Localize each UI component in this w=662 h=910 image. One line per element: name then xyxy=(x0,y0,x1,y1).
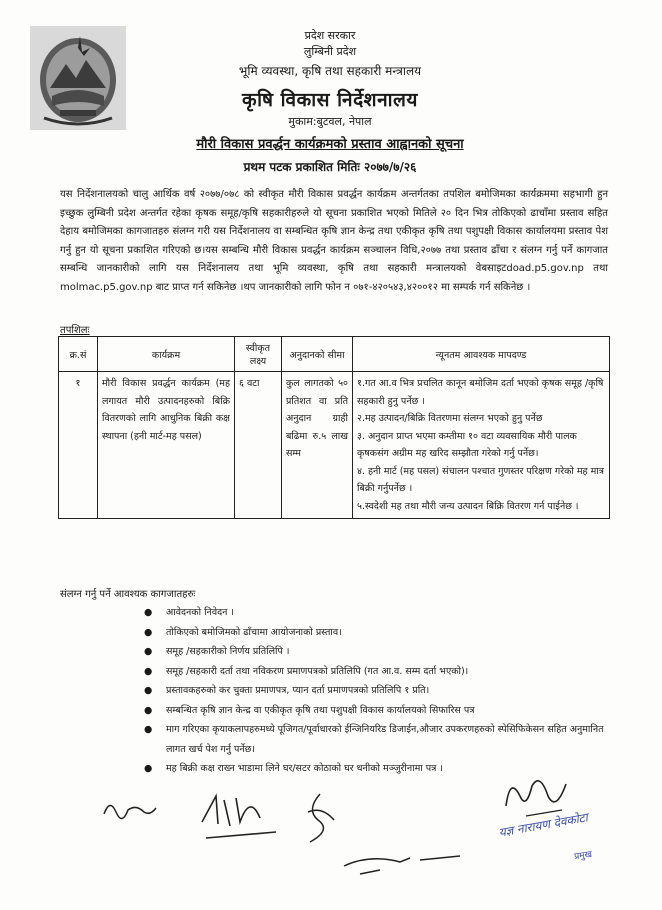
notice-title: मौरी विकास प्रवर्द्धन कार्यक्रमको प्रस्ताव आह्वानको सूचना xyxy=(196,137,464,152)
col-header-criteria: न्यूनतम आवश्यक मापदण्ड xyxy=(353,337,610,372)
signature-1 xyxy=(100,790,160,830)
signature-4 xyxy=(340,840,470,880)
criteria-item: २.मह उत्पादन/बिक्रि वितरणमा संलग्न भएको हुनु पर्नेछ xyxy=(357,413,543,424)
header-location: मुकाम:बुटवल, नेपाल xyxy=(288,115,372,128)
document-item-text: आवेदनको निवेदन । xyxy=(166,607,235,618)
header-office: कृषि विकास निर्देशनालय xyxy=(242,89,418,111)
signature-2 xyxy=(196,782,286,852)
bullet-icon: ● xyxy=(144,724,153,735)
document-item-text: समूह /सहकारीको निर्णय प्रतिलिपि । xyxy=(166,646,290,657)
list-item xyxy=(144,681,614,701)
criteria-item: ३. अनुदान प्राप्त भएमा कम्तीमा १० वटा व्यवसायिक मौरी पालक कृषकसंग अग्रीम मह खरिद सम्झौता गरेको गर्नु पर्नेछ। xyxy=(357,430,577,459)
publish-date: प्रथम पटक प्रकाशित मितिः २०७७/७/२६ xyxy=(243,160,417,174)
criteria-item: १.गत आ.व भित्र प्रचलित कानून बमोजिम दर्ता भएको कृषक समूह /कृषि सहकारी हुनु पर्नेछ । xyxy=(357,378,604,407)
header-ministry: भूमि व्यवस्था, कृषि तथा सहकारी मन्त्रालय xyxy=(238,64,422,78)
bullet-icon: ● xyxy=(144,626,153,638)
bullet-icon: ● xyxy=(144,685,153,696)
stamp-title: प्रमुख xyxy=(573,849,593,863)
bullet-icon: ● xyxy=(144,763,153,774)
list-item xyxy=(144,720,614,759)
document-item-text: मह बिक्री कक्ष राख्न भाडामा लिने घर/सटर कोठाको घर धनीको मञ्जुरीनामा पत्र । xyxy=(166,763,444,774)
criteria-item: ४. हनी मार्ट (मह पसल) संचालन पश्चात गुणस्तर परिक्षण गरेको मह मात्र बिक्री गर्नुपर्नेछ । xyxy=(357,465,604,494)
details-heading: तपशिलः xyxy=(60,325,90,336)
bullet-icon: ● xyxy=(144,704,153,716)
document-item-text: समूह /सहकारी दर्ता तथा नविकरण प्रमाणपत्रको प्रतिलिपि (गत आ.व. सम्म दर्ता भएको)। xyxy=(166,665,469,677)
documents-list xyxy=(144,603,614,779)
list-item xyxy=(144,603,614,623)
list-item xyxy=(144,623,614,643)
list-item xyxy=(144,642,614,662)
table-row xyxy=(59,372,610,519)
program-table xyxy=(58,336,610,519)
list-item xyxy=(144,701,614,721)
header-province: लुम्बिनी प्रदेश xyxy=(303,45,357,58)
document-item-text: प्रस्तावकहरुको कर चुक्ता प्रमाणपत्र, प्यान दर्ता प्रमाणपत्रको प्रतिलिपि १ प्रति। xyxy=(166,685,430,696)
document-item-text: सम्बन्धित कृषि ज्ञान केन्द्र वा एकीकृत कृषि तथा पशुपक्षी विकास कार्यालयको सिफारिस पत्र xyxy=(166,704,475,716)
notice-body-paragraph: यस निर्देशनालयको चालु आर्थिक वर्ष २०७७/०७८ को स्वीकृत मौरी विकास प्रवर्द्धन कार्यक्रम अन्तर्गतका तपशिल बमोजिमका कार्यक्रममा सहभागी हुन इच्छुक लुम्बिनी प्रदेश अन्तर्गत रहेका कृषक समूह/कृषि सहकारीहरुले यो सूचना प्रकाशित भएको मितिले २० दिन भित्र तोकिएको ढाचाँमा प्रस्ताव सहित देहाय बमोजिमका कागजातहरु संलग्न गरी यस निर्देशनालय वा सम्बन्धित कृषि ज्ञान केन्द्र तथा एकीकृत कृषि तथा पशुपक्षी विकास कार्यालयमा प्रस्ताव पेश गर्नु हुन यो सूचना प्रकाशित गरिएको छ।यस सम्बन्धि मौरी विकास प्रवर्द्धन कार्यक्रम सञ्चालन विधि,२०७७ तथा प्रस्ताव ढाँचा र संलग्न गर्नु पर्ने कागजात सम्बन्धि जानकारीको लागि यस निर्देशनालय तथा भूमि व्यवस्था, कृषि तथा सहकारी मन्त्रालयको वेबसाइटdoad.p5.gov.np तथा molmac.p5.gov.np बाट प्राप्त गर्न सकिनेछ ।थप जानकारीको लागि फोन न ०७१-४२०५४३,४२००१२ मा सम्पर्क गर्न सकिनेछ । xyxy=(60,189,608,293)
col-header-subsidy: अनुदानको सीमा xyxy=(282,337,353,372)
bullet-icon: ● xyxy=(144,646,153,657)
cell-subsidy: कुल लागतको ५० प्रतिशत वा प्रति अनुदान ग्राही बढिमा रु.५ लाख सम्म xyxy=(282,372,353,519)
list-item xyxy=(144,662,614,682)
cell-program: मौरी विकास प्रवर्द्धन कार्यक्रम (मह लगायत मौरी उत्पादनहरुको बिक्रि वितरणको लागि आधुनिक बिक्री कक्ष स्थापना (हनी मार्ट-मह पसल) xyxy=(98,372,235,519)
bullet-icon: ● xyxy=(144,607,153,618)
col-header-target: स्वीकृत लक्ष्य xyxy=(235,337,282,372)
nepal-emblem-logo xyxy=(30,26,126,130)
documents-heading: संलग्न गर्नु पर्ने आवश्यक कागजातहरुः xyxy=(60,589,196,600)
table-header-row xyxy=(59,337,610,372)
bullet-icon: ● xyxy=(144,665,153,677)
cell-sn: १ xyxy=(59,372,98,519)
document-item-text: माग गरिएका कृयाकलापहरुमध्ये पूजिगत/पूर्वाधारको ईन्जिनियरिड डिजाईन,औजार उपकरणहरुको स्पेसिफिकेसन सहित अनुमानित लागत खर्च पेश गर्नु पर्नेछ। xyxy=(166,724,604,755)
col-header-sn: क्र.सं xyxy=(59,337,98,372)
header-government: प्रदेश सरकार xyxy=(304,29,356,42)
col-header-program: कार्यक्रम xyxy=(98,337,235,372)
stamp-name: यज्ञ नारायण देवकोटा xyxy=(497,810,589,840)
cell-criteria xyxy=(353,372,610,519)
criteria-item: ५.स्वदेशी मह तथा मौरी जन्य उत्पादन बिक्रि वितरण गर्न पाईनेछ । xyxy=(357,500,579,512)
document-item-text: तोकिएको बमोजिमको ढाँचामा आयोजनाको प्रस्ताव। xyxy=(166,626,342,638)
cell-target: ६ वटा xyxy=(235,372,282,519)
